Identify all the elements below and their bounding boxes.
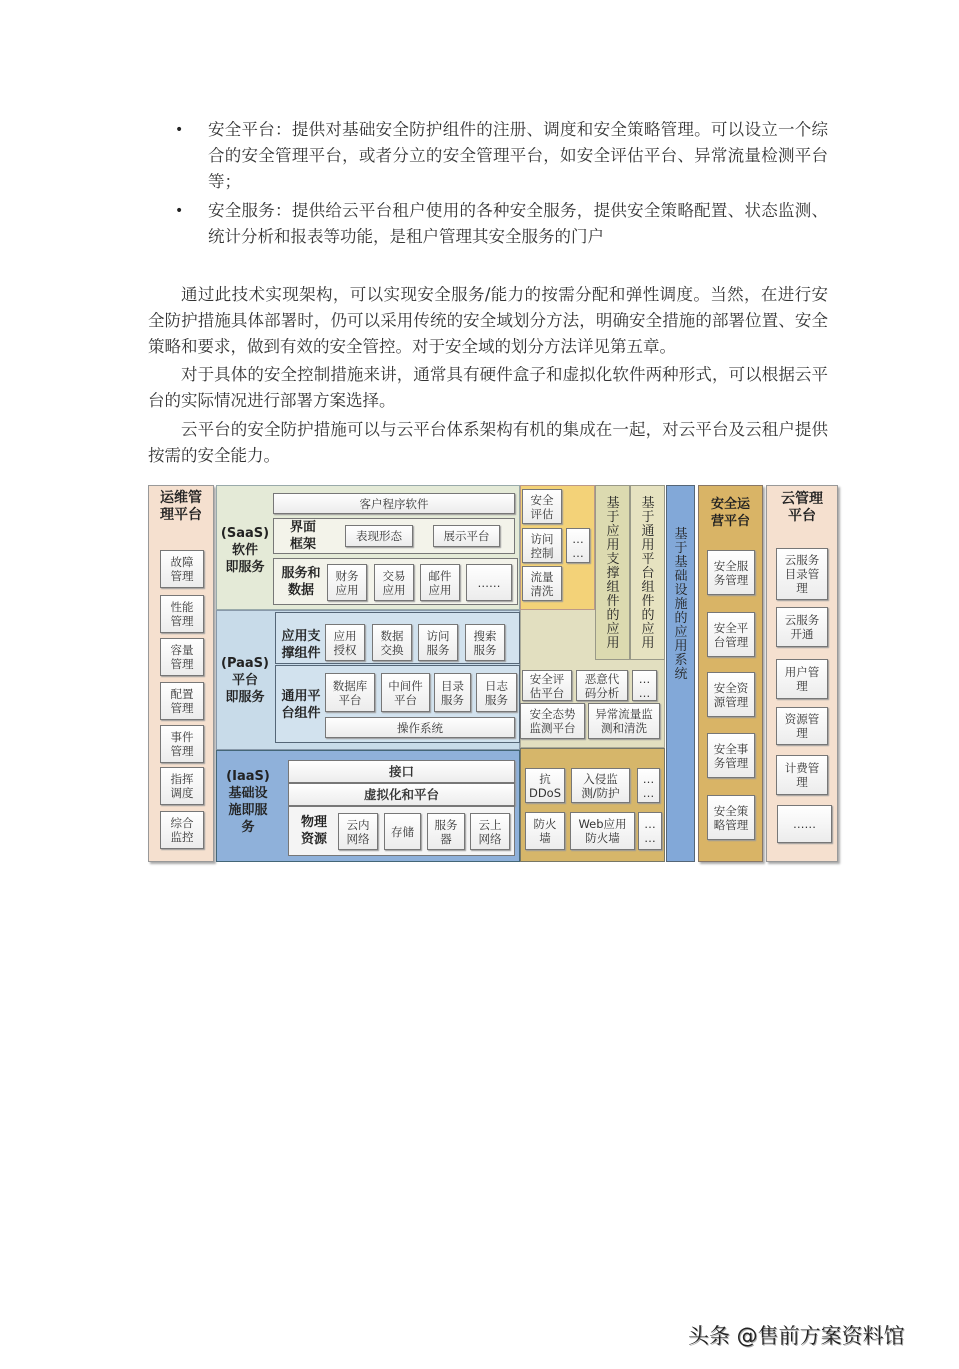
ops-item: 配置 管理 [160,682,204,720]
ops-item: 事件 管理 [160,725,204,763]
app-security-item: 安全 评估 [522,489,562,524]
bullet-icon: • [175,203,184,219]
ops-item: 容量 管理 [160,638,204,676]
platform-security-item: 异常流量监 测和清洗 [588,703,660,739]
secops-item: 安全策 略管理 [707,795,755,840]
secops-item: 安全服 务管理 [707,550,755,595]
more-item: … … [637,768,660,803]
paragraph-1: 通过此技术实现架构，可以实现安全服务/能力的按需分配和弹性调度。当然，在进行安全防护措施具体部署时，仍可以采用传统的安全域划分方法，明确安全措施的部署位置、安全策略和要求，做到有效的安全管控。对于安全域的划分方法详见第五章。 [148,285,828,356]
saas-label: (SaaS) 软件 即服务 [220,526,270,575]
common-platform-apps-label: 基于通用平台组件的应用 [641,496,655,651]
operating-system: 操作系统 [325,717,515,738]
infra-security-item: 入侵监 测/防护 [571,768,630,803]
more-item: … … [566,528,590,563]
infra-security-item: Web应用 防火墙 [570,812,635,850]
physical-item: 存储 [384,813,421,850]
secops-item: 安全资 源管理 [707,672,755,717]
interface: 接口 [288,760,515,783]
service-item: 邮件 应用 [420,564,460,601]
bullet-icon: • [175,122,184,138]
app-support-label: 应用支 撑组件 [281,629,321,661]
infra-security-item: 抗 DDoS [525,768,565,803]
paragraph-2: 对于具体的安全控制措施来讲，通常具有硬件盒子和虚拟化软件两种形式，可以根据云平台的实际情况进行部署方案选择。 [148,365,828,410]
secops-item: 安全事 务管理 [707,733,755,778]
more-item: … … [632,670,657,701]
watermark: 头条 @售前方案资料馆 [688,1324,905,1348]
virtualization-platform: 虚拟化和平台 [288,783,515,806]
platform-security-item: 安全评 估平台 [522,670,572,701]
app-support-apps-label: 基于应用支撑组件的应用 [606,496,620,651]
ui-framework-label: 界面 框架 [289,520,316,552]
common-item: 中间件 平台 [381,673,430,712]
support-item: 搜索 服务 [465,624,505,661]
service-item: 交易 应用 [374,564,414,601]
support-item: 应用 授权 [325,624,365,661]
iaas-label: (IaaS) 基础设 施即服 务 [226,769,270,835]
bullet-security-service: 安全服务：提供给云平台租户使用的各种安全服务，提供安全策略配置、状态监测、统计分析和报表等功能，是租户管理其安全服务的门户 [208,201,828,246]
app-security-item: 访问 控制 [522,528,562,563]
ops-item: 性能 管理 [160,595,204,633]
secops-item: 安全平 台管理 [707,612,755,657]
ui-item: 表现形态 [345,525,413,547]
security-ops-title: 安全运 营平台 [710,497,750,529]
support-item: 数据 交换 [372,624,412,661]
common-item: 日志 服务 [476,673,517,712]
ops-platform-title: 运维管 理平台 [160,490,202,523]
paragraph-3: 云平台的安全防护措施可以与云平台体系架构有机的集成在一起，对云平台及云租户提供按需的安全能力。 [148,420,828,465]
infra-apps-label: 基于基础设施的应用系统 [674,527,688,682]
cloud-mgmt-item: 云服务 开通 [776,607,828,647]
client-software: 客户程序软件 [273,493,515,514]
paas-label: (PaaS) 平台 即服务 [221,656,269,705]
cloud-mgmt-item: 计费管 理 [776,755,828,795]
ops-item: 指挥 调度 [160,767,204,805]
physical-item: 服务 器 [427,813,465,850]
physical-item: 云内 网络 [338,813,378,850]
ops-item: 综合 监控 [160,811,204,849]
ops-item: 故障 管理 [160,550,204,588]
infra-security-item: 防火 墙 [525,812,565,850]
platform-security-item: 恶意代 码分析 [576,670,628,701]
cloud-mgmt-item: 云服务 目录管 理 [776,548,828,600]
platform-security-item: 安全态势 监测平台 [520,703,585,739]
app-security-item: 流量 清洗 [522,566,562,601]
more-item: … … [638,812,662,850]
service-item: …… [466,564,512,601]
support-item: 访问 服务 [418,624,458,661]
physical-resources-label: 物理 资源 [300,815,327,847]
ui-item: 展示平台 [433,525,500,547]
cloud-mgmt-item: 资源管 理 [776,707,828,745]
common-item: 目录 服务 [434,673,471,712]
service-item: 财务 应用 [327,564,367,601]
bullet-security-platform: 安全平台：提供对基础安全防护组件的注册、调度和安全策略管理。可以设立一个综合的安全管理平台，或者分立的安全管理平台，如安全评估平台、异常流量检测平台等； [208,120,828,191]
cloud-mgmt-title: 云管理 平台 [781,491,823,524]
cloud-mgmt-item: …… [777,805,832,843]
physical-item: 云上 网络 [470,813,510,850]
common-item: 数据库 平台 [325,673,375,712]
service-data-label: 服务和 数据 [281,566,321,598]
common-platform-label: 通用平 台组件 [281,689,321,721]
cloud-mgmt-item: 用户管 理 [776,659,828,699]
